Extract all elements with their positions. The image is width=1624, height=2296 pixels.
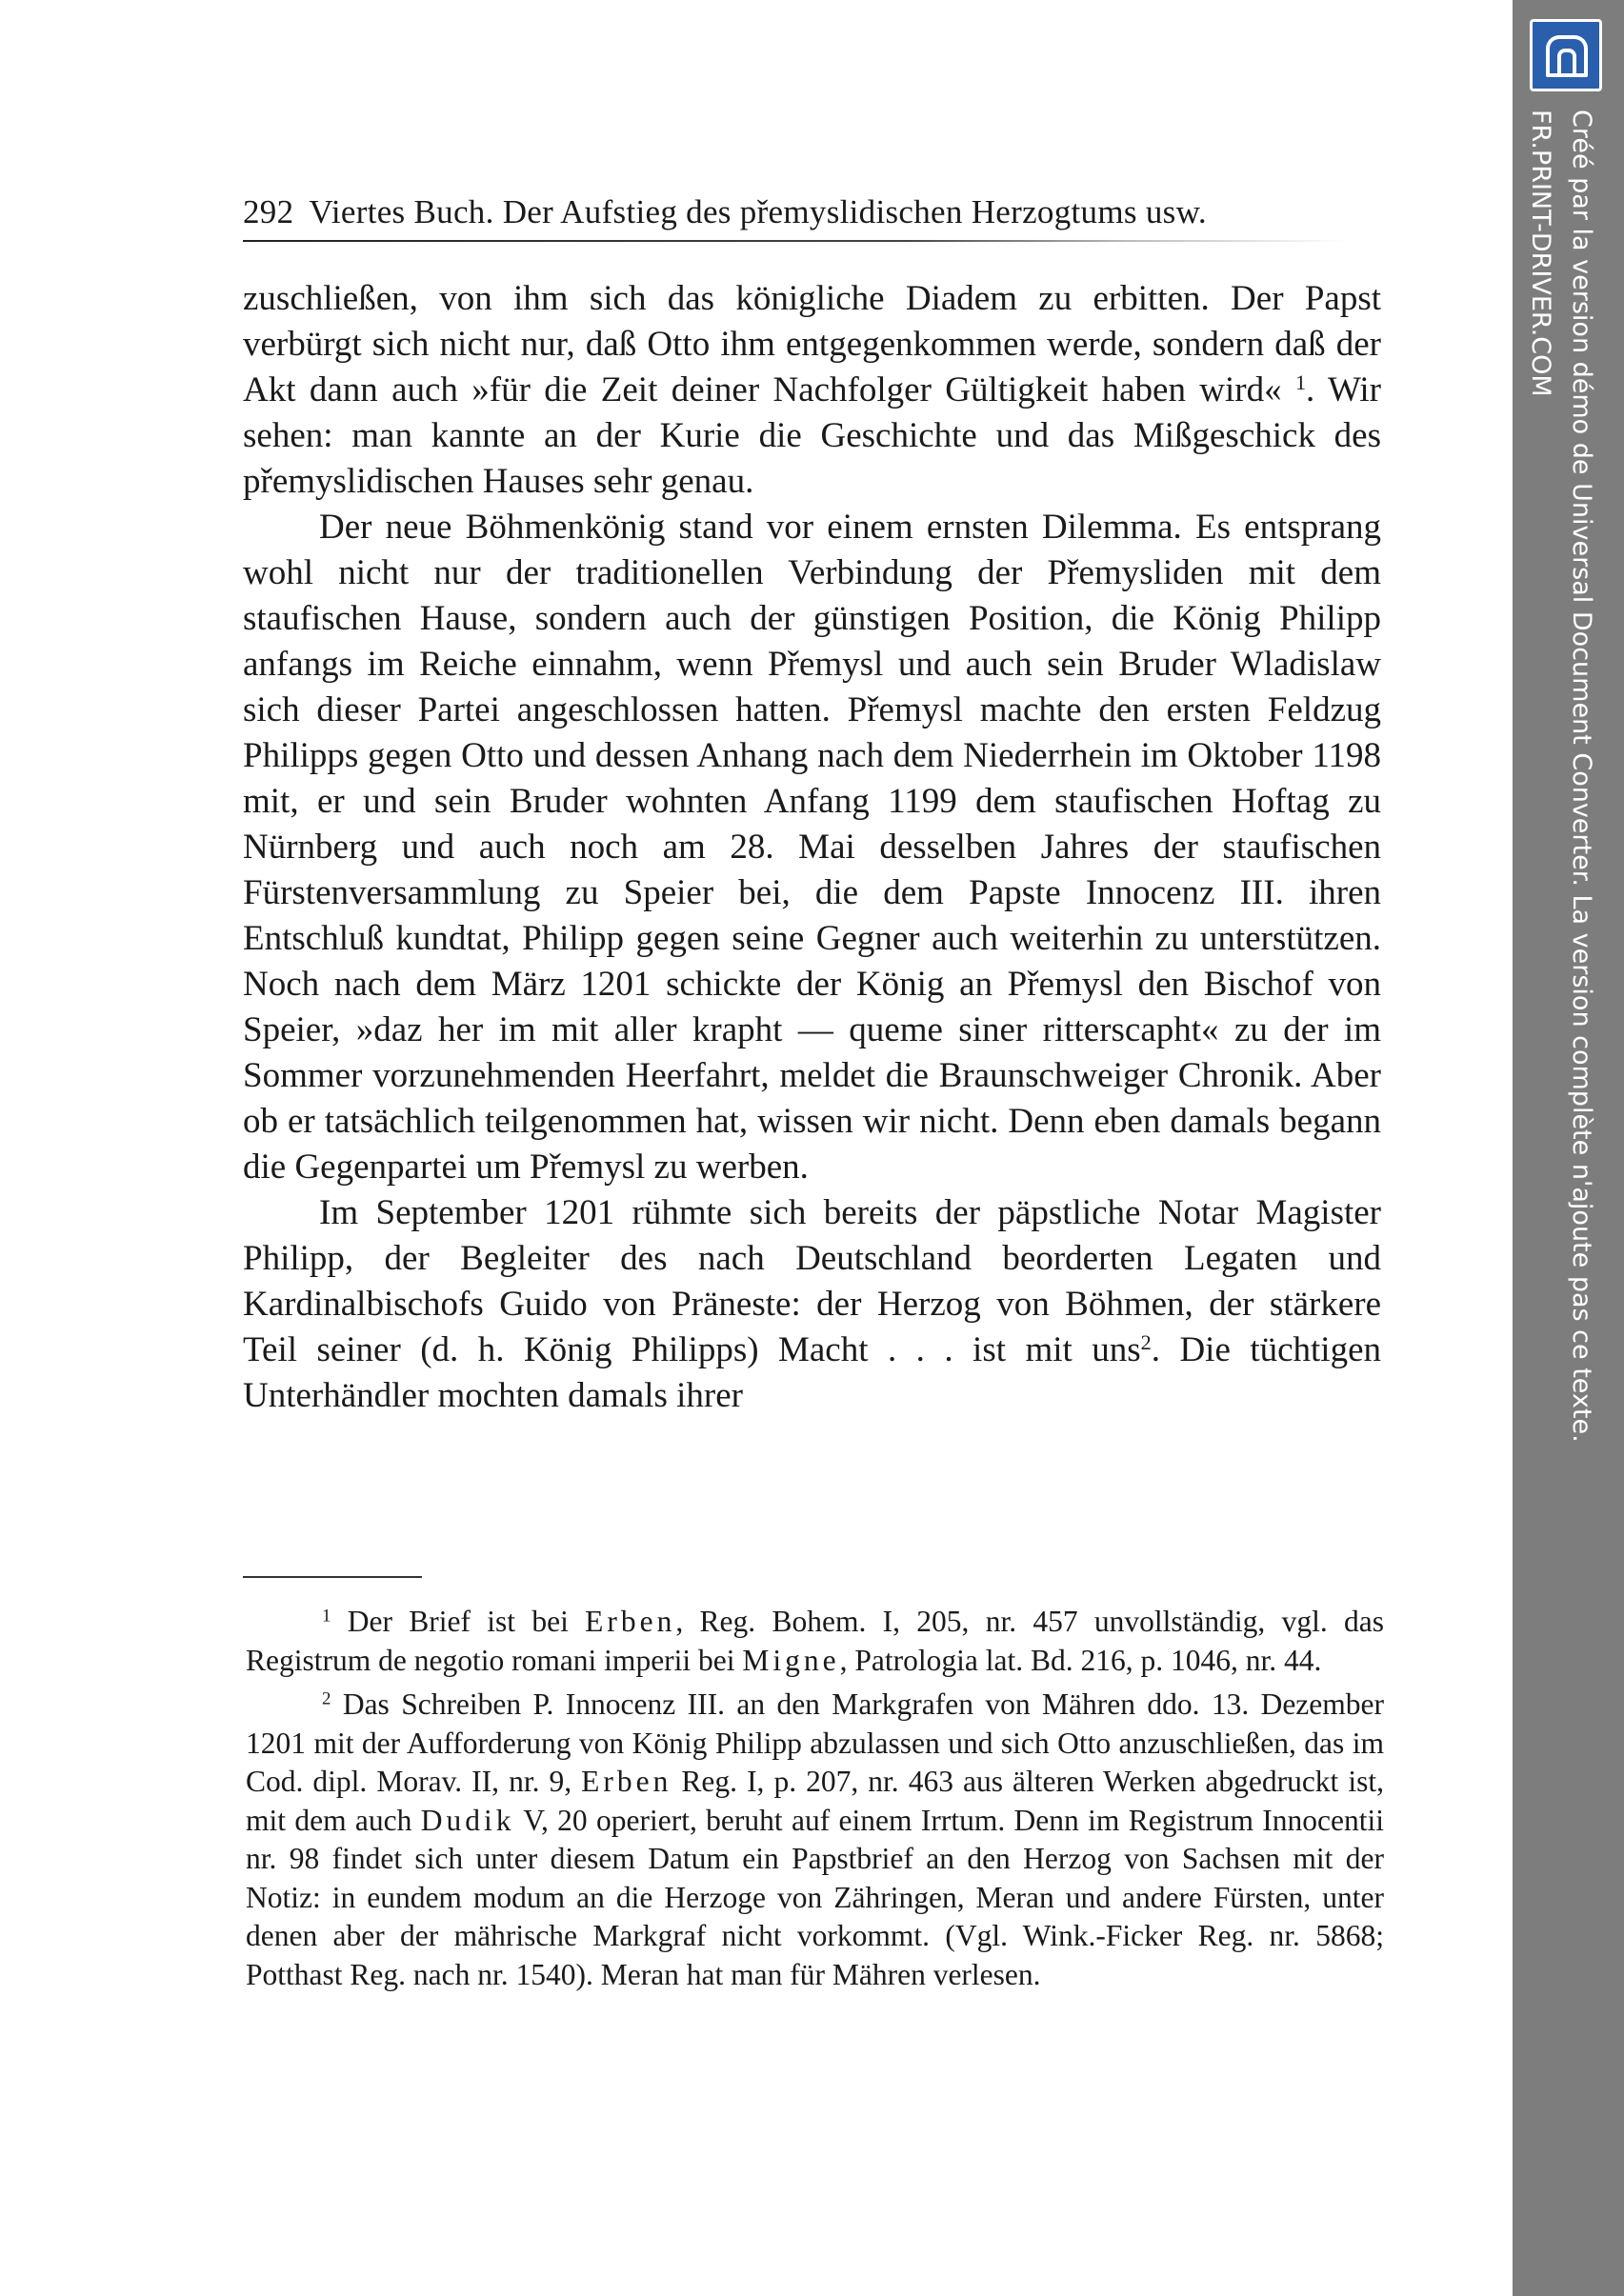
document-converter-logo-icon <box>1530 19 1602 91</box>
paragraph-1 <box>243 276 1381 505</box>
watermark-line-2: FR.PRINT-DRIVER.COM <box>1526 110 1555 397</box>
footnote-1 <box>246 1603 1384 1680</box>
paragraph-3 <box>243 1190 1381 1419</box>
watermark-banner-text <box>1520 110 1602 1443</box>
footnote-ref-2: 2 <box>1140 1329 1152 1354</box>
footnote-2-author-dudik: Dudik <box>420 1803 515 1837</box>
running-title: Viertes Buch. Der Aufstieg des přemyslidischen Herzogtums usw. <box>309 193 1207 230</box>
paragraph-3-text-a: Im September 1201 rühmte sich bereits der päpstliche Notar Magister Philipp, der Begleiter des nach Deutschland beorderten Legaten und Kardinalbischofs Guido von Präneste: der Herzog von Böhmen, der stärkere Teil seiner (d. h. König Philipps) Macht . . . ist mit uns <box>243 1193 1381 1369</box>
footnote-mark-1: 1 <box>322 1606 331 1627</box>
footnote-mark-2: 2 <box>322 1688 331 1709</box>
footnote-ref-1: 1 <box>1294 369 1307 394</box>
main-text <box>243 276 1381 1419</box>
footnote-2-author-erben: Erben <box>581 1765 672 1798</box>
footnote-1-text-1: Der Brief ist bei <box>331 1605 586 1638</box>
watermark-line-1: Créé par la version démo de Universal Document Converter. La version complète n'ajoute pas ce texte. <box>1567 110 1596 1443</box>
page-number: 292 <box>243 193 294 230</box>
footnote-rule <box>243 1576 422 1578</box>
footnote-2-text-1: Das Schreiben P. Innocenz III. an den Markgrafen von Mähren ddo. 13. Dezember 1201 mit der Aufforderung von König Philipp abzulassen und sich Otto anzuschließen, das im Cod. dipl. Morav. II, nr. 9, <box>246 1687 1384 1798</box>
footnote-1-author-erben: Erben <box>585 1605 676 1638</box>
paragraph-3-text-b: . Die tüchtigen Unterhändler mochten damals ihrer <box>243 1330 1382 1415</box>
footnote-2-text-3: V, 20 operiert, beruht auf einem Irrtum. Denn im Registrum Innocentii nr. 98 findet sich unter diesem Datum ein Papstbrief an den Herzog von Sachsen mit der Notiz: in eundem modum an die Herzoge von Zähringen, Meran und andere Fürsten, unter denen aber der mährische Markgraf nicht vorkommt. (Vgl. Wink.-Ficker Reg. nr. 5868; Potthast Reg. nach nr. 1540). Meran hat man für Mähren verlesen. <box>246 1803 1384 1991</box>
paragraph-1-text-a: zuschließen, von ihm sich das königliche Diadem zu erbitten. Der Papst verbürgt sich nicht nur, daß Otto ihm entgegenkommen werde, sondern daß der Akt dann auch »für die Zeit deiner Nachfolger Gültigkeit haben wird« <box>243 279 1381 409</box>
footnote-1-text-3: , Patrologia lat. Bd. 216, p. 1046, nr. 44. <box>839 1643 1322 1677</box>
paragraph-1-text-b: . Wir sehen: man kannte an der Kurie die Geschichte und das Mißgeschick des přemyslidischen Hauses sehr genau. <box>243 370 1382 501</box>
paragraph-2: Der neue Böhmenkönig stand vor einem ernsten Dilemma. Es entsprang wohl nicht nur der traditionellen Verbindung der Přemysliden mit dem staufischen Hause, sondern auch der günstigen Position, die König Philipp anfangs im Reiche einnahm, wenn Přemysl und auch sein Bruder Wladislaw sich dieser Partei angeschlossen hatten. Přemysl machte den ersten Feldzug Philipps gegen Otto und dessen Anhang nach dem Niederrhein im Oktober 1198 mit, er und sein Bruder wohnten Anfang 1199 dem staufischen Hoftag zu Nürnberg und auch noch am 28. Mai desselben Jahres der staufischen Fürstenversammlung zu Speier bei, die dem Papste Innocenz III. ihren Entschluß kundtat, Philipp gegen seine Gegner auch weiterhin zu unterstützen. Noch nach dem März 1201 schickte der König an Přemysl den Bischof von Speier, »daz her im mit aller krapht — queme siner ritterscapht« zu der im Sommer vorzunehmenden Heerfahrt, meldet die Braunschweiger Chronik. Aber ob er tatsächlich teilgenommen hat, wissen wir nicht. Denn eben damals begann die Gegenpartei um Přemysl zu werben. <box>243 508 1381 1187</box>
footnote-1-text-2: , Reg. Bohem. I, 205, nr. 457 unvollständig, vgl. das Registrum de negotio romani imperii bei <box>246 1605 1385 1677</box>
running-header <box>243 192 1348 232</box>
footnote-1-author-migne: Migne <box>742 1643 840 1677</box>
footnote-2 <box>246 1686 1384 1994</box>
footnote-2-text-2: Reg. I, p. 207, nr. 463 aus älteren Werken abgedruckt ist, mit dem auch <box>246 1765 1384 1837</box>
footnotes <box>246 1603 1384 2000</box>
header-rule <box>243 240 1348 242</box>
